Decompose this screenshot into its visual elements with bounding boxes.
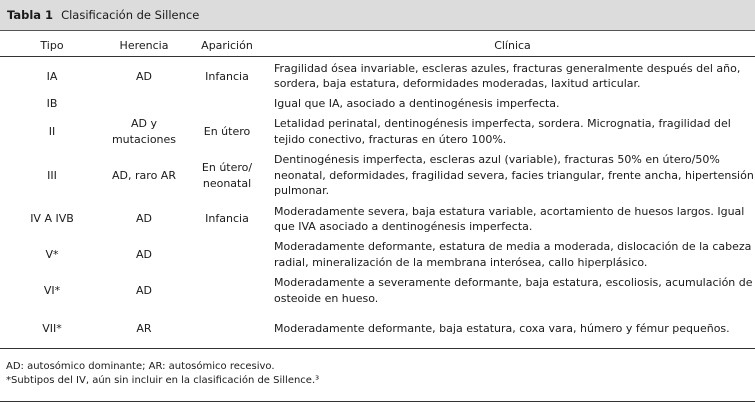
footnote-abbreviations: AD: autosómico dominante; AR: autosómico recesivo. [6, 361, 275, 372]
table-row [0, 309, 755, 349]
cell-tipo: III [47, 169, 57, 182]
cell-tipo: IV A IVB [30, 212, 74, 226]
sillence-table [0, 34, 755, 349]
header-herencia: Herencia [104, 34, 184, 57]
footnote-subtypes: *Subtipos del IV, aún sin incluir en la clasificación de Sillence.³ [6, 375, 320, 386]
table-title: Clasificación de Sillence [61, 8, 200, 22]
table-title-bar [0, 0, 755, 31]
cell-tipo: V* [45, 248, 59, 261]
cell-herencia: AR [104, 309, 184, 349]
cell-tipo: IB [46, 97, 58, 110]
cell-aparicion [184, 94, 270, 114]
header-row [0, 34, 755, 57]
cell-herencia [104, 94, 184, 114]
cell-herencia: AD [136, 212, 152, 226]
cell-herencia: AD [136, 69, 152, 83]
header-clinica: Clínica [270, 34, 755, 57]
footnotes [6, 360, 319, 388]
cell-aparicion: En útero/ neonatal [201, 161, 253, 190]
header-tipo: Tipo [0, 34, 104, 57]
cell-herencia: AD y mutaciones [111, 117, 177, 146]
table-row [0, 94, 755, 114]
table-row [0, 273, 755, 309]
table-row [0, 150, 755, 202]
cell-clinica: Moderadamente a severamente deformante, baja estatura, escoliosis, acumulación de osteoide en hueso. [274, 276, 753, 305]
cell-aparicion: En útero [203, 124, 251, 138]
table-number: Tabla 1 [7, 8, 54, 22]
cell-tipo: II [48, 125, 56, 138]
table-row [0, 57, 755, 94]
cell-clinica: Fragilidad ósea invariable, escleras azules, fracturas generalmente después del año, sordera, baja estatura, deformidades moderadas, laxitud articular. [274, 61, 741, 91]
cell-clinica: Letalidad perinatal, dentinogénesis imperfecta, sordera. Micrognatia, fragilidad del tejido conectivo, fracturas en útero 100%. [274, 117, 731, 146]
cell-aparicion [184, 237, 270, 273]
bottom-rule [0, 401, 755, 402]
cell-clinica: Moderadamente deformante, baja estatura, coxa vara, húmero y fémur pequeños. [270, 309, 755, 349]
cell-herencia: AD [136, 283, 152, 297]
cell-herencia: AD [136, 247, 152, 261]
cell-herencia: AD, raro AR [112, 168, 176, 182]
cell-tipo: VI* [43, 284, 61, 297]
cell-clinica: Dentinogénesis imperfecta, escleras azul (variable), fracturas 50% en útero/50% neonatal, deformidades, fragilidad severa, facies triangular, frente ancha, hipertensión pulmonar. [274, 153, 754, 198]
cell-aparicion: Infancia [205, 69, 249, 83]
cell-aparicion: Infancia [205, 212, 249, 226]
table-row [0, 202, 755, 237]
cell-clinica: Igual que IA, asociado a dentinogénesis imperfecta. [274, 96, 560, 110]
cell-tipo: VII* [0, 309, 104, 349]
header-aparicion: Aparición [184, 34, 270, 57]
cell-clinica: Moderadamente severa, baja estatura variable, acortamiento de huesos largos. Igual que IVA asociado a dentinogénesis imperfecta. [274, 204, 745, 233]
cell-clinica: Moderadamente deformante, estatura de media a moderada, dislocación de la cabeza radial, mineralización de la membrana interósea, callo hiperplásico. [274, 240, 752, 269]
table-row [0, 114, 755, 150]
cell-tipo: IA [46, 69, 58, 83]
cell-aparicion [184, 309, 270, 349]
table-row [0, 237, 755, 273]
cell-aparicion [184, 273, 270, 309]
